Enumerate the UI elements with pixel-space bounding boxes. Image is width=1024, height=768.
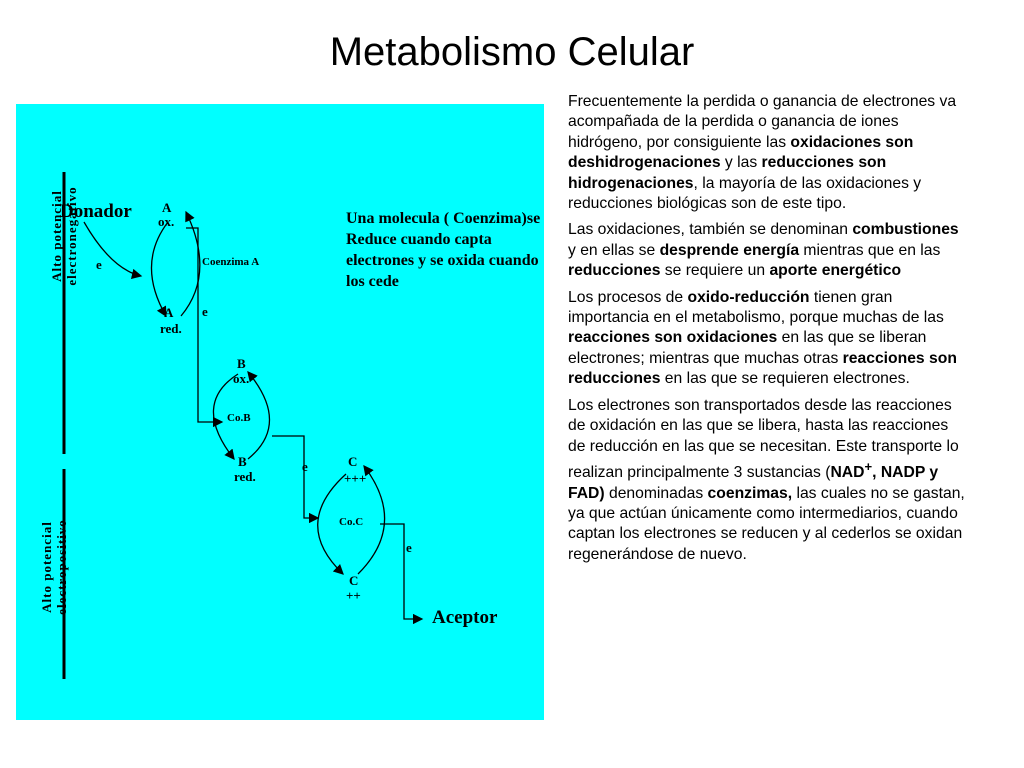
axis-top-label-line2: electronegativo [64, 186, 79, 286]
p3-bold-oxido-reduccion: oxido-reducción [687, 288, 810, 306]
p2-text-a: Las oxidaciones, también se denominan [568, 221, 853, 239]
body-text [568, 92, 968, 571]
p4-text-d: denominadas [604, 484, 708, 502]
paragraph-2 [568, 220, 968, 281]
electron-label-3: e [302, 459, 308, 474]
p3-text-a: Los procesos de [568, 288, 688, 306]
p3-text-e: en las que se liberan electrones; mientras que muchas otras [568, 329, 927, 367]
axis-bottom-label-line2: electropositivo [54, 519, 69, 615]
c-bottom-charge: ++ [346, 588, 361, 603]
c-top-charge: +++ [344, 471, 367, 486]
b-bottom-label: B [238, 454, 247, 469]
paragraph-4 [568, 396, 968, 565]
p1-bold-oxidaciones: oxidaciones son deshidrogenaciones [568, 133, 914, 172]
axis-bottom-label-line1: Alto potencial [39, 521, 54, 613]
axis-top-label [49, 136, 83, 336]
p2-bold-aporte: aporte energético [769, 262, 902, 280]
p4-bold-nadp-fad: , NADP y FAD) [568, 464, 939, 502]
p1-bold-reducciones: reducciones son hidrogenaciones [568, 154, 887, 192]
p2-text-g: se requiere un [660, 262, 770, 280]
p3-text-g: en las que se requieren electrones. [660, 370, 910, 388]
p1-text-e: , la mayoría de las oxidaciones y reducciones biológicas son de este tipo. [568, 174, 922, 213]
a-top-label: A [162, 200, 172, 215]
p4-bold-nad: NAD [830, 464, 865, 482]
c-center-label: Co.C [339, 516, 364, 528]
coenzyme-a-label: Coenzima A [202, 256, 260, 268]
redox-diagram [16, 104, 544, 720]
p4-superscript-plus: + [864, 458, 873, 474]
b-top-label: B [237, 356, 246, 371]
p3-bold-oxidaciones: reacciones son oxidaciones [568, 329, 778, 347]
electron-label-4: e [406, 540, 412, 555]
p2-bold-energia: desprende energía [659, 241, 800, 259]
b-center-label: Co.B [227, 412, 251, 424]
donor-arrow [84, 222, 141, 276]
p4-text-f: las cuales no se gastan, ya que actúan únicamente como intermediarios, cuando captan los electrones se reducen y al cederlos se oxidan regenerándose de nuevo. [568, 484, 965, 563]
connector-c-acceptor [380, 524, 422, 619]
circle-b-right [248, 372, 270, 459]
c-top-label: C [348, 454, 358, 469]
paragraph-3 [568, 288, 968, 390]
coenzyme-note: Una molecula ( Coenzima)se Reduce cuando capta electrones y se oxida cuando los cede [346, 210, 541, 290]
p3-text-c: tienen gran importancia en el metabolismo, porque muchas de las [568, 288, 944, 327]
donor-label: Donador [60, 201, 132, 222]
p2-text-e: mientras que en las [799, 241, 941, 259]
circle-a-left [151, 222, 168, 316]
a-red-label: red. [160, 321, 182, 336]
b-ox-label: ox. [233, 371, 250, 386]
p4-text-a: Los electrones son transportados desde las reacciones de oxidación en las que se libera, hasta las reacciones de reducción en las que se necesitan. Este transporte lo realizan principalmente 3 sustancias ( [568, 396, 959, 482]
p4-bold-coenzimas: coenzimas, [707, 484, 793, 502]
electron-label-1: e [96, 257, 102, 272]
paragraph-1 [568, 92, 968, 214]
connector-b-c [272, 436, 318, 518]
a-ox-label: ox. [158, 214, 175, 229]
electron-label-2: e [202, 304, 208, 319]
acceptor-label: Aceptor [432, 607, 498, 628]
p1-text-c: y las [720, 154, 762, 172]
axis-top-label-line1: Alto potencial [49, 190, 64, 282]
axis-bottom-label [39, 467, 73, 667]
a-bottom-label: A [164, 305, 174, 320]
c-bottom-label: C [349, 573, 359, 588]
b-red-label: red. [234, 469, 256, 484]
p2-bold-reducciones: reducciones [568, 262, 661, 280]
p3-bold-reducciones: reacciones son reducciones [568, 349, 957, 388]
p2-bold-combustiones: combustiones [852, 221, 959, 239]
p2-text-c: y en ellas se [568, 241, 660, 259]
slide-title: Metabolismo Celular [329, 30, 695, 74]
p1-text-a: Frecuentemente la perdida o ganancia de electrones va acompañada de la perdida o ganancia de iones hidrógeno, por consiguiente las [568, 93, 957, 151]
